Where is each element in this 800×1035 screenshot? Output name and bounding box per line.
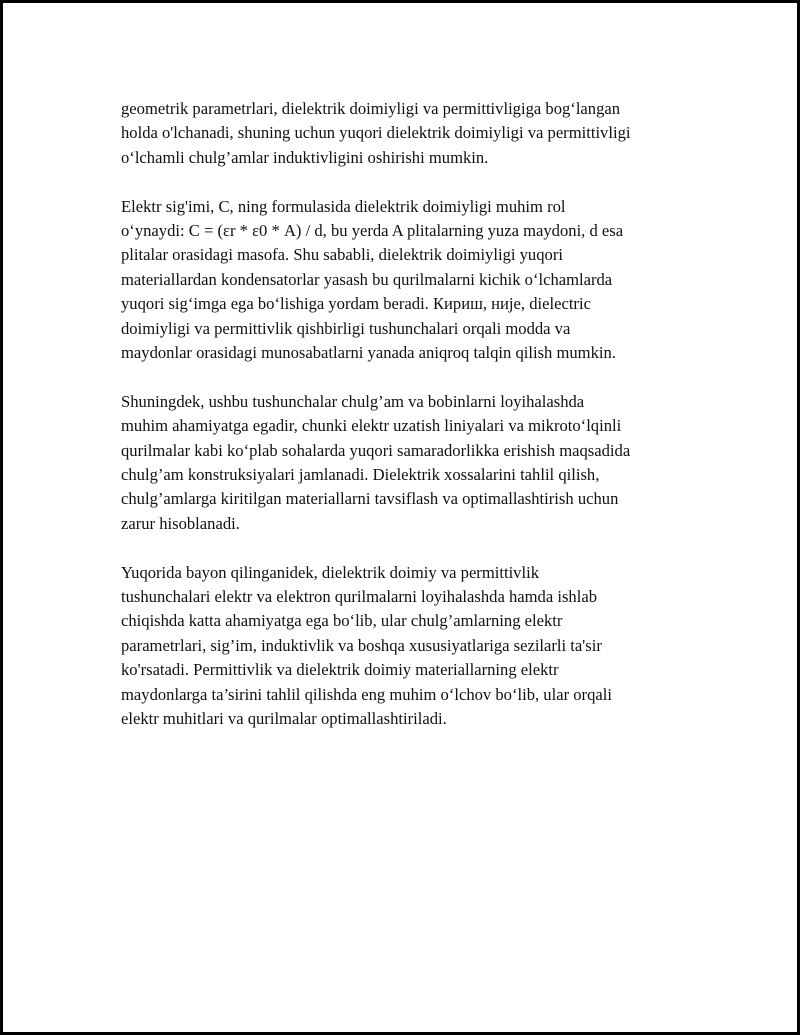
paragraph-3: Shuningdek, ushbu tushunchalar chulg’am va bobinlarni loyihalashda muhim ahamiyatga egadir, chunki elektr uzatish liniyalari va mikroto‘lqinli qurilmalar kabi ko‘plab sohalarda yuqori samaradorlikka erishish maqsadida chulg’am konstruksiyalari jamlanadi. Dielektrik xossalarini tahlil qilish, chulg’amlarga kiritilgan materiallarni tavsiflash va optimallashtirish uchun zarur hisoblanadi. [121, 391, 631, 533]
paragraph-1: geometrik parametrlari, dielektrik doimiyligi va permittivligiga bog‘langan holda o'lchanadi, shuning uchun yuqori dielektrik doimiyligi va permittivligi o‘lchamli chulg’amlar induktivligini oshirishi mumkin. [121, 99, 631, 167]
page-content [121, 97, 696, 756]
paragraph-4: Yuqorida bayon qilinganidek, dielektrik doimiy va permittivlik tushunchalari elektr va elektron qurilmalarni loyihalashda hamda ishlab chiqishda katta ahamiyatga ega bo‘lib, ular chulg’amlarning elektr parametrlari, sig’im, induktivlik va boshqa xususiyatlariga sezilarli ta'sir ko'rsatadi. Permittivlik va dielektrik doimiy materiallarning elektr maydonlarga ta’sirini tahlil qilishda eng muhim o‘lchov bo‘lib, ular orqali elektr muhitlari va qurilmalar optimallashtiriladi. [121, 562, 612, 729]
paragraph-2: Elektr sig'imi, C, ning formulasida dielektrik doimiyligi muhim rol o‘ynaydi: C = (εr * ε0 * A) / d, bu yerda A plitalarning yuza maydoni, d esa plitalar orasidagi masofa. Shu sababli, dielektrik doimiyligi yuqori materiallardan kondensatorlar yasash bu qurilmalarni kichik o‘lchamlarda yuqori sig‘imga ega bo‘lishiga yordam beradi. Кириш, ниje, dielectric doimiyligi va permittivlik qishbirligi tushunchalari orqali modda va maydonlar orasidagi munosabatlarni yanada aniqroq talqin qilish mumkin. [121, 196, 624, 363]
